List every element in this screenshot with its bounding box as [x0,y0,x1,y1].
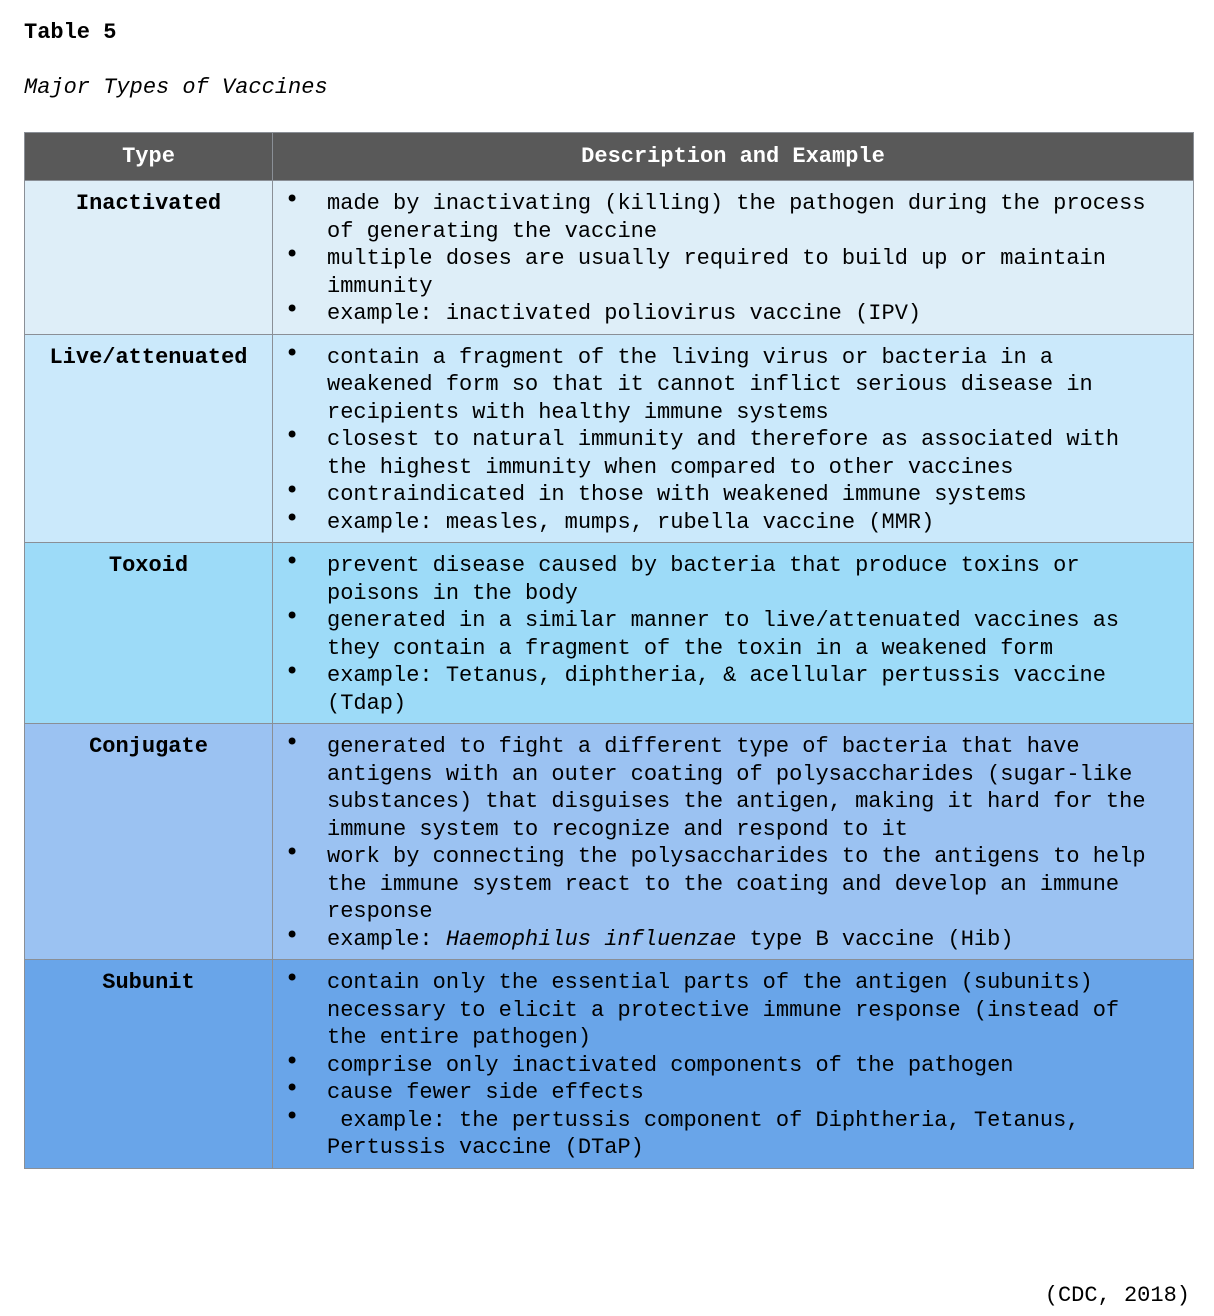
bullet-item-example [285,926,1169,954]
type-cell: Toxoid [25,543,273,724]
type-cell: Inactivated [25,181,273,335]
row-inactivated [25,181,1194,335]
bullet-item: • multiple doses are usually required to build up or maintain immunity [285,245,1169,300]
type-cell: Subunit [25,960,273,1169]
example-prefix: example: [327,926,446,952]
vaccine-types-table [24,132,1194,1169]
source-citation: (CDC, 2018) [1044,1283,1190,1308]
bullet-list [285,344,1169,537]
bullet-item: • contain only the essential parts of the antigen (subunits) necessary to elicit a protective immune response (instead of the entire pathogen) [285,969,1169,1052]
type-cell: Conjugate [25,724,273,960]
row-conjugate [25,724,1194,960]
row-subunit [25,960,1194,1169]
bullet-item: • comprise only inactivated components of the pathogen [285,1052,1169,1080]
bullet-item: • cause fewer side effects [285,1079,1169,1107]
bullet-item: • generated in a similar manner to live/attenuated vaccines as they contain a fragment of the toxin in a weakened form [285,607,1169,662]
bullet-item: • made by inactivating (killing) the pathogen during the process of generating the vaccine [285,190,1169,245]
table-title: Major Types of Vaccines [24,75,328,100]
bullet-item: • contraindicated in those with weakened immune systems [285,481,1169,509]
bullet-list [285,552,1169,717]
species-name: Haemophilus influenzae [445,926,737,952]
description-cell [273,960,1194,1169]
description-cell [273,543,1194,724]
bullet-item: • prevent disease caused by bacteria that produce toxins or poisons in the body [285,552,1169,607]
description-cell [273,724,1194,960]
bullet-item: • example: the pertussis component of Diphtheria, Tetanus, Pertussis vaccine (DTaP) [285,1107,1169,1162]
bullet-item: • work by connecting the polysaccharides to the antigens to help the immune system react to the coating and develop an immune response [285,843,1169,926]
row-toxoid [25,543,1194,724]
header-description: Description and Example [273,133,1194,181]
bullet-item: • example: measles, mumps, rubella vaccine (MMR) [285,509,1169,537]
bullet-list [285,190,1169,328]
bullet-list [285,733,1169,953]
bullet-item: • contain a fragment of the living virus or bacteria in a weakened form so that it cannot inflict serious disease in recipients with healthy immune systems [285,344,1169,427]
bullet-item: • closest to natural immunity and therefore as associated with the highest immunity when compared to other vaccines [285,426,1169,481]
row-live-attenuated [25,334,1194,543]
description-cell [273,181,1194,335]
bullet-item: • example: inactivated poliovirus vaccine (IPV) [285,300,1169,328]
header-type: Type [25,133,273,181]
bullet-list [285,969,1169,1162]
bullet-item: • example: Tetanus, diphtheria, & acellular pertussis vaccine (Tdap) [285,662,1169,717]
table-header-row [25,133,1194,181]
bullet-item: • generated to fight a different type of bacteria that have antigens with an outer coating of polysaccharides (sugar-like substances) that disguises the antigen, making it hard for the immune system to recognize and respond to it [285,733,1169,843]
table-number: Table 5 [24,20,117,45]
type-cell: Live/attenuated [25,334,273,543]
example-suffix: type B vaccine (Hib) [736,926,1014,952]
description-cell [273,334,1194,543]
